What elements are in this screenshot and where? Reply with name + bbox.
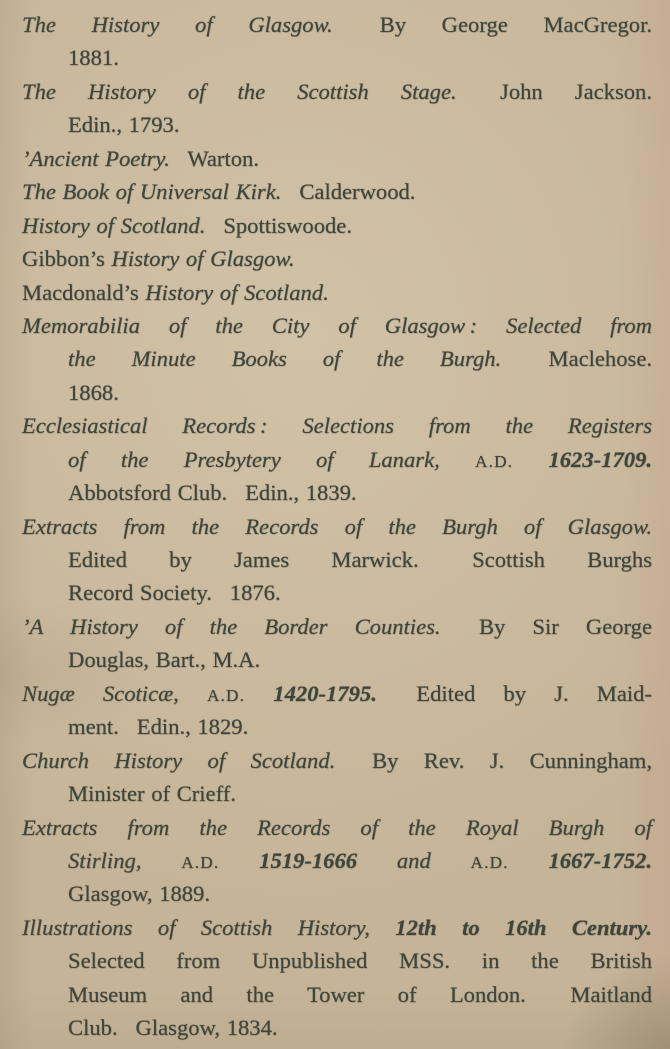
bibliography-entry (22, 209, 652, 242)
bibliography-entry (22, 744, 652, 811)
ad-abbrev-text: A.D. (470, 852, 509, 872)
detail-text: Record Society. 1876. (68, 580, 281, 606)
book-title-text: Extracts from the Records of the Royal Burgh of (22, 814, 652, 840)
book-title-text: History of Scotland. (22, 212, 206, 238)
detail-text: Edited by J. Maid- (376, 680, 652, 706)
detail-text: Selected from Unpublished MSS. in the British (68, 948, 652, 974)
book-title-text: Illustrations of Scottish History, (22, 914, 396, 940)
book-title-text: History of Glasgow. (111, 246, 295, 272)
detail-text: Calderwood. (281, 179, 416, 205)
bibliography-entry (22, 811, 652, 911)
bib-line (22, 75, 652, 108)
bib-line (22, 342, 652, 375)
bibliography-entry (22, 309, 652, 409)
bib-line (22, 476, 652, 509)
bib-line (22, 175, 652, 208)
detail-text: Glasgow, 1889. (68, 881, 210, 907)
bib-line (22, 242, 652, 275)
bib-line (22, 744, 652, 777)
bib-line (22, 1011, 652, 1044)
detail-text: Edited by James Marwick. Scottish Burghs (68, 547, 652, 572)
detail-text: Douglas, Bart., M.A. (68, 647, 261, 673)
book-title-text: Ecclesiastical Records : Selections from the Registers (22, 413, 652, 439)
bib-line (22, 443, 652, 476)
bibliography-entry (22, 677, 652, 744)
bibliography-entry (22, 276, 652, 309)
ad-abbrev-text: A.D. (181, 852, 220, 872)
bib-line (22, 8, 652, 41)
bibliography-entry (22, 142, 652, 175)
bibliography-entry (22, 8, 652, 75)
bib-line (22, 978, 652, 1011)
bibliography-entry (22, 242, 652, 275)
bib-line (22, 108, 652, 141)
detail-text: Spottiswoode. (205, 212, 352, 238)
detail-text: John Jackson. (456, 78, 652, 104)
bib-line (22, 276, 652, 309)
detail-text: By Rev. J. Cunningham, (335, 747, 652, 773)
bib-line (22, 811, 652, 844)
book-title-text: ’A History of the Border Counties. (22, 613, 441, 639)
bib-line (22, 576, 652, 609)
bib-line (22, 209, 652, 242)
bibliography-entry (22, 911, 652, 1045)
detail-text: By George MacGregor. (332, 12, 652, 37)
detail-text: 1881. (68, 45, 119, 71)
bibliography-entry (22, 75, 652, 142)
book-title-text: the Minute Books of the Burgh. (68, 346, 502, 372)
detail-text: Abbotsford Club. Edin., 1839. (68, 480, 357, 506)
bibliography-entry (22, 175, 652, 208)
bib-line (22, 877, 652, 910)
bib-line (22, 643, 652, 676)
book-title-text: Extracts from the Records of the Burgh of Glasgow. (22, 513, 652, 539)
detail-text: Museum and the Tower of London. Maitland (68, 981, 652, 1007)
detail-text: Macdonald’s (22, 279, 146, 305)
detail-text: Club. Glasgow, 1834. (68, 1015, 278, 1041)
bib-line (22, 610, 652, 643)
bibliography-entry (22, 510, 652, 610)
date-range-text: 1623-1709. (513, 446, 652, 472)
ad-abbrev-text: A.D. (475, 451, 514, 471)
book-title-text: The Book of Universal Kirk. (22, 179, 282, 205)
bibliography-entry (22, 409, 652, 509)
detail-text: Gibbon’s (22, 246, 112, 272)
detail-text: Edin., 1793. (68, 112, 180, 138)
bib-line (22, 844, 652, 877)
book-title-text: History of Scotland. (145, 279, 329, 305)
bib-line (22, 41, 652, 74)
date-range-text: 1667-1752. (508, 847, 653, 873)
detail-text: ment. Edin., 1829. (68, 714, 249, 740)
book-title-text: of the Presbytery of Lanark, (68, 446, 476, 472)
bib-line (22, 677, 652, 710)
book-title-text: Memorabilia of the City of Glasgow : Selected from (22, 312, 652, 338)
book-title-text: and (396, 847, 471, 873)
date-range-text: 1420-1795. (245, 680, 377, 706)
bib-line (22, 309, 652, 342)
book-title-text: ’Ancient Poetry. (22, 145, 170, 171)
detail-text: Warton. (169, 145, 259, 171)
bib-line (22, 777, 652, 810)
bib-line (22, 409, 652, 442)
date-range-text: 12th to 16th Century. (395, 914, 652, 940)
detail-text: By Sir George (440, 613, 652, 639)
book-title-text: Stirling, (68, 847, 182, 873)
bibliography-list (22, 8, 652, 1045)
detail-text: 1868. (68, 379, 119, 405)
book-title-text: Nugæ Scoticæ, (22, 680, 207, 706)
bib-line (22, 543, 652, 576)
book-title-text: The History of the Scottish Stage. (22, 78, 457, 104)
ad-abbrev-text: A.D. (206, 685, 246, 705)
book-title-text: The History of Glasgow. (22, 12, 333, 37)
book-title-text: Church History of Scotland. (22, 747, 336, 773)
bib-line (22, 944, 652, 977)
detail-text: Maclehose. (501, 346, 652, 372)
bib-line (22, 911, 652, 944)
detail-text: Minister of Crieff. (68, 781, 236, 807)
bib-line (22, 142, 652, 175)
bib-line (22, 510, 652, 543)
bib-line (22, 710, 652, 743)
bibliography-entry (22, 610, 652, 677)
date-range-text: 1519-1666 (219, 847, 397, 873)
bib-line (22, 376, 652, 409)
